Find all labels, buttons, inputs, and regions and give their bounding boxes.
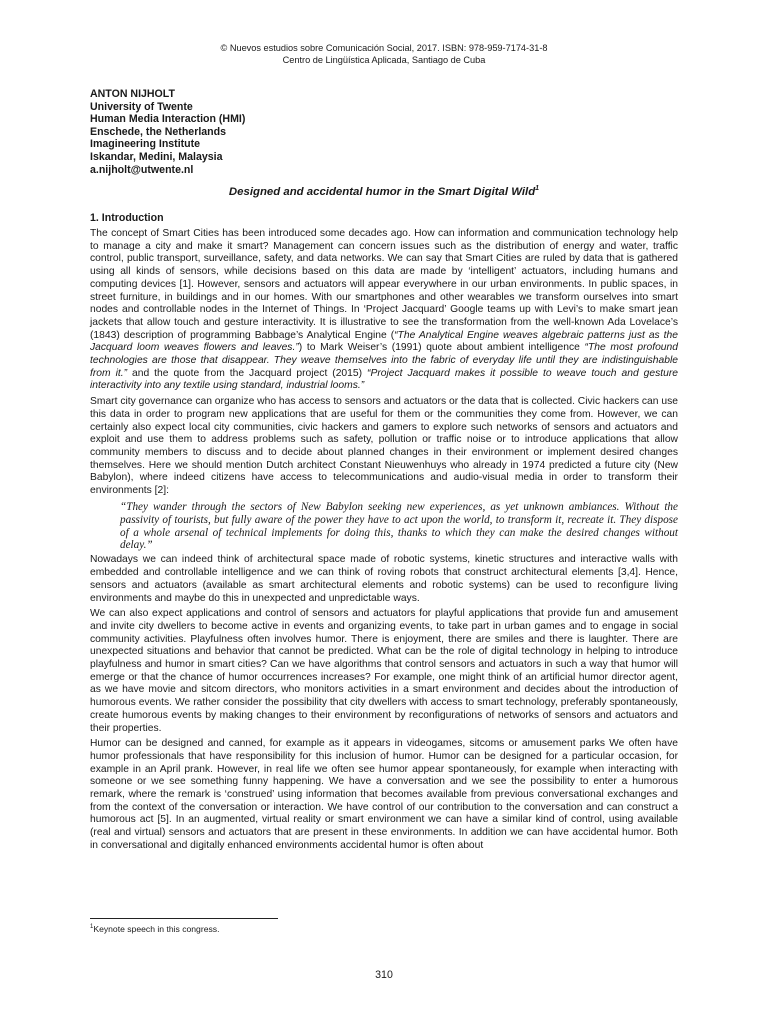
page-header [0, 42, 768, 66]
author-location-1: Enschede, the Netherlands [90, 125, 226, 138]
paragraph-2: Smart city governance can organize who has access to sensors and actuators or the data that is collected. Civic hackers can use this data in order to program new applications that are useful for them or the communities they come from. However, we can certainly also expect local city communities, civic hackers and gamers to explore such networks of sensors and actuators and exploit and use them to address problems such as safety, pollution or traffic noise or to introduce applications that allow community members to discuss and to decide about planned changes in their environment or implement desired changes themselves. Here we should mention Dutch architect Constant Nieuwenhuys who already in 1974 predicted a future city (New Babylon), where indeed citizens have access to telecommunications and audio-visual media in order to transform their environments [2]: [90, 396, 678, 497]
footnote-divider [90, 918, 278, 919]
author-affiliation-2: Human Media Interaction (HMI) [90, 113, 246, 126]
block-quote: “They wander through the sectors of New Babylon seeking new experiences, as yet unknown ambiances. Without the passivity of tourists, but fully aware of the power they have to act upon the world, to transform it, recreate it. They dispose of a whole arsenal of technical implements for doing this, thanks to which they can make the desired changes without delay.” [120, 500, 678, 552]
weiser-quote: “The most profound technologies are those that disappear. They weave themselves into the fabric of everyday life until they are indistinguishable from it.” [90, 342, 678, 379]
author-email: a.nijholt@utwente.nl [90, 163, 194, 176]
header-copyright-line: © Nuevos estudios sobre Comunicación Social, 2017. ISBN: 978-959-7174-31-8 [220, 43, 548, 53]
paragraph-4: We can also expect applications and control of sensors and actuators for playful applications that provide fun and amusement and invite city dwellers to become active in events and organizing events, to take part in urban games and to engage in social community activities. Playfulness often involves humor. There is enjoyment, there are smiles and there is laughter. There are unexpected situations and behavior that cannot be predicted. What can be the role of digital technology in helping to introduce playfulness and humor in smart cities? Can we have algorithms that control sensors and actuators in such a way that humor will emerge or that the chance of humor occurrences increases? For example, one might think of an artificial humor director agent, as we have movie and sitcom directors, who monitors activities in a smart environment and decides about the introduction of humorous events. We rather consider the possibility that city dwellers with access to smart technology, preferably spontaneously, create humorous events by making changes to their environment by reconfigurations of networks of sensors and actuators and their properties. [90, 608, 678, 734]
footnote-marker: 1 [90, 924, 94, 931]
author-location-2: Iskandar, Medini, Malaysia [90, 150, 223, 163]
lovelace-quote: “The Analytical Engine weaves algebraic patterns just as the Jacquard loom weaves flowers and leaves.” [90, 329, 678, 354]
paragraph-1 [90, 228, 678, 393]
author-name: ANTON NIJHOLT [90, 88, 175, 100]
header-institution-line: Centro de Lingüística Aplicada, Santiago de Cuba [282, 55, 486, 65]
author-affiliation-1: University of Twente [90, 100, 193, 113]
author-block [90, 88, 245, 176]
footnote [90, 924, 219, 934]
paragraph-1-part-e: and the quote from the Jacquard project (2015) [127, 367, 368, 379]
body-text [90, 228, 678, 856]
section-heading: 1. Introduction [90, 212, 164, 224]
paragraph-1-part-a: The concept of Smart Cities has been introduced some decades ago. How can information and communication technology help to manage a city and make it smart? Management can concern issues such as the distribution of energy and water, traffic control, public transport, surveillance, safety, and data networks. We can say that Smart Cities are ruled by data that is gathered using all kinds of sensors, while decisions based on this data are made by ‘intelligent’ actuators, including humans and computing devices [1]. However, sensors and actuators will appear everywhere in our urban environments. In public spaces, in street furniture, in buildings and in our homes. With our smartphones and other wearables we transform ourselves into smart nodes and controllable nodes in the Internet of Things. In ‘Project Jacquard’ Google teams up with Levi’s to make smart jean jackets that allow touch and gesture interactivity. It is illustrative to see the transformation from the well-known Ada Lovelace’s (1843) description of programming Babbage’s Analytical Engine ( [90, 228, 678, 341]
paper-title [90, 185, 678, 198]
page-number: 310 [375, 969, 393, 981]
title-footnote-ref: 1 [535, 185, 540, 192]
paragraph-1-part-c: ) to Mark Weiser’s (1991) quote about ambient intelligence [298, 342, 585, 354]
footnote-text: Keynote speech in this congress. [93, 924, 220, 934]
author-affiliation-3: Imagineering Institute [90, 138, 201, 151]
paragraph-5: Humor can be designed and canned, for example as it appears in videogames, sitcoms or amusement parks We often have humor professionals that have responsibility for this inclusion of humor. Humor can be designed for a particular occasion, for example in an April prank. However, in real life we often see humor appear spontaneously, for example when interacting with someone or we see something funny happening. We have a conversation and we see the possibility to enter a humorous remark, where the remark is ‘construed’ using information that becomes available from previous conversational exchanges and from the context of the conversation or interaction. We have control of our contribution to the conversation and can construct a humorous act [5]. In an augmented, virtual reality or smart environment we can have a similar kind of control, using available (real and virtual) sensors and actuators that are present in these environments. In addition we can have accidental humor. Both in conversational and digitally enhanced environments accidental humor is often about [90, 738, 678, 851]
jacquard-quote: “Project Jacquard makes it possible to weave touch and gesture interactivity into any textile using standard, industrial looms.” [90, 367, 678, 392]
paragraph-3: Nowadays we can indeed think of architectural space made of robotic systems, kinetic structures and interactive walls with embedded and controllable intelligence and we can think of roving robots that construct architectural elements [3,4]. Hence, sensors and actuators (available as smart architectural elements and robotic systems) can be used to reconfigure living environments and maybe do this in unexpected and unpredictable ways. [90, 554, 678, 604]
paper-title-text: Designed and accidental humor in the Smart Digital Wild [228, 185, 536, 198]
